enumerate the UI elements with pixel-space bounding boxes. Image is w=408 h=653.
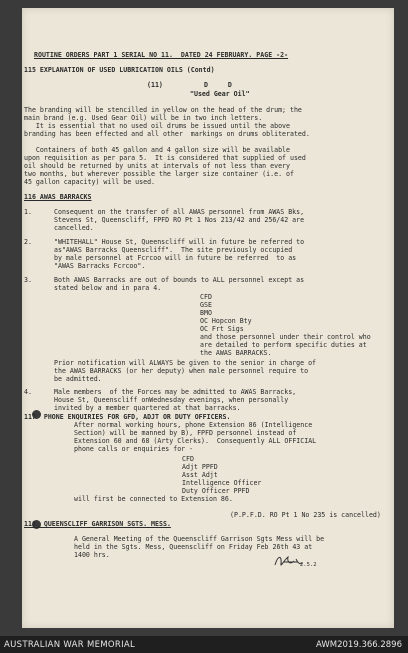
section-115-p2-line: upon requisition as per para 5. It is considered that supplied of used [24,154,306,162]
item-1-line: Consequent on the transfer of all AWAS personnel from AWAS Bks, [54,208,305,216]
list-item: Duty Officer PPFD [182,487,250,495]
section-115-label: "Used Gear Oil" [190,90,250,98]
document-page [22,8,394,628]
section-115-num: (11) [147,81,163,89]
section-118-heading: 118. QUEENSCLIFF GARRISON SGTS. MESS. [24,520,171,528]
section-117-heading: 117 PHONE ENQUIRIES FOR GFD, ADJT OR DUTY OFFICERS. [24,413,231,421]
footer-accession: AWM2019.366.2896 [316,640,402,650]
section-115-p1-line: The branding will be stencilled in yellow on the head of the drum; the [24,106,302,114]
item-4-line: House St, Queenscliff onWednesday evenings, when personally [54,396,289,404]
section-115-p1-line: branding has been effected and all other markings on drums obliterated. [24,130,310,138]
cancellation-reference: (P.P.F.D. RO Pt 1 No 235 is cancelled) [230,511,381,519]
item-4-line: invited by a member quartered at that barracks. [54,404,241,412]
item-3-note-line: the AWAS BARRACKS (or her deputy) when male personnel require to [54,367,309,375]
list-item: BMO [200,309,212,317]
list-item: Intelligence Officer [182,479,262,487]
list-item: Adjt PPFD [182,463,218,471]
item-3-note-line: Prior notification will ALWAYS be given to the senior in charge of [54,359,317,367]
section-115-p2-line: Containers of both 45 gallon and 4 gallon size will be available [24,146,290,154]
item-1-line: Stevens St, Queenscliff, FPFD RO Pt 1 Nos 213/42 and 256/42 are [54,216,305,224]
footer-source: AUSTRALIAN WAR MEMORIAL [4,640,136,650]
item-1-line: cancelled. [54,224,94,232]
item-number: 3. [24,276,32,284]
item-2-line: by male personnel at Fcrcoo will in future be referred to as [54,254,297,262]
item-3-cont-line: are detailed to perform specific duties at [200,341,367,349]
item-2-line: as"AWAS Barracks Queenscliff". The site previously occupied [54,246,293,254]
section-117-line: phone calls or enquiries for - [74,445,194,453]
section-115-heading: 115 EXPLANATION OF USED LUBRICATION OILS (Contd) [24,66,215,74]
section-115-p1-line: main brand (e.g. Used Gear Oil) will be in two inch letters. [24,114,263,122]
section-117-line: After normal working hours, phone Extension 86 (Intelligence [74,421,313,429]
section-115-p2-line: oil should be returned by units at intervals of not less than every [24,162,290,170]
section-118-line: 1400 hrs. [74,551,110,559]
section-118-line: held in the Sgts. Mess, Queenscliff on Friday Feb 26th 43 at [74,543,313,551]
section-115-p2-line: 45 gallon capacity) will be used. [24,178,156,186]
document-header: ROUTINE ORDERS PART 1 SERIAL NO 11. DATED 24 FEBRUARY. PAGE -2- [34,51,289,59]
list-item: Asst Adjt [182,471,218,479]
item-3-line: stated below and in para 4. [54,284,162,292]
item-3-cont-line: and those personnel under their control who [200,333,371,341]
section-115-p2-line: two months, but wherever possible the larger size container (i.e. of [24,170,294,178]
item-4-line: Male members of the Forces may be admitted to AWAS Barracks, [54,388,297,396]
item-3-cont-line: the AWAS BARRACKS. [200,349,272,357]
list-item: OC Hopcon Bty [200,317,252,325]
section-118-line: A General Meeting of the Queenscliff Garrison Sgts Mess will be [74,535,325,543]
section-115-p1-line: It is essential that no used oil drums be issued until the above [24,122,290,130]
item-3-line: Both AWAS Barracks are out of bounds to ALL personnel except as [54,276,305,284]
list-item: CFD [182,455,194,463]
item-number: 2. [24,238,32,246]
section-117-closing: will first be connected to Extension 86. [74,495,233,503]
section-116-heading: 116 AWAS BARRACKS [24,193,92,201]
item-number: 4. [24,388,32,396]
list-item: CFD [200,293,212,301]
section-115-dd: D D [204,81,232,89]
item-2-line: "AWAS Barracks Fcrcoo". [54,262,146,270]
archive-footer [0,636,408,653]
list-item: OC Frt Sigs [200,325,244,333]
section-117-line: Extension 60 and 68 (Arty Clerks). Consequently ALL OFFICIAL [74,437,317,445]
list-item: GSE [200,301,212,309]
item-2-line: "WHITEHALL" House St, Queenscliff will in future be referred to [54,238,305,246]
item-3-note-line: be admitted. [54,375,102,383]
signature-note: 2.5.2 [300,562,317,568]
item-number: 1. [24,208,32,216]
section-117-line: Section) will be manned by B), FPFD personnel instead of [74,429,297,437]
